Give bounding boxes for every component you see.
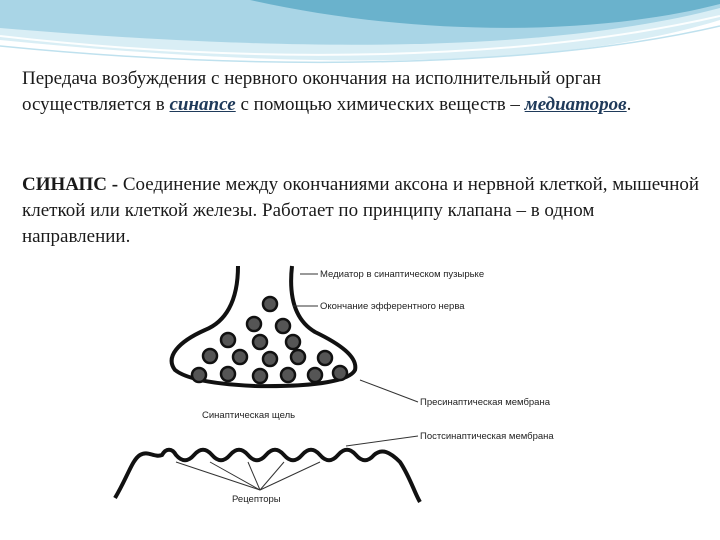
definition-text: Соединение между окончаниями аксона и нервной клеткой, мышечной клеткой или клеткой железы. Работает по принципу клапана – в одном направлении. <box>22 174 700 247</box>
label-postsynaptic-membrane: Постсинаптическая мембрана <box>420 431 554 442</box>
intro-text-part3: . <box>626 94 632 115</box>
intro-text-part1: Передача возбуждения с нервного окончания на исполнительный орган осуществляется в <box>22 68 602 115</box>
definition-term: СИНАПС <box>22 174 108 195</box>
definition-dash: - <box>107 174 123 195</box>
label-receptors: Рецепторы <box>232 494 281 505</box>
label-mediator: Медиатор в синаптическом пузырьке <box>320 269 485 280</box>
intro-paragraph <box>22 66 702 118</box>
definition-paragraph <box>22 172 702 250</box>
intro-text-part2: с помощью химических веществ – <box>235 94 525 115</box>
term-synapse: синапсе <box>169 94 236 115</box>
label-presynaptic-membrane: Пресинаптическая мембрана <box>420 397 550 408</box>
label-efferent-ending: Окончание эфферентного нерва <box>320 301 465 312</box>
label-synaptic-cleft: Синаптическая щель <box>202 410 296 421</box>
term-mediators: медиаторов <box>524 94 627 115</box>
decorative-wave-banner <box>0 0 720 70</box>
synapse-diagram <box>110 262 600 534</box>
